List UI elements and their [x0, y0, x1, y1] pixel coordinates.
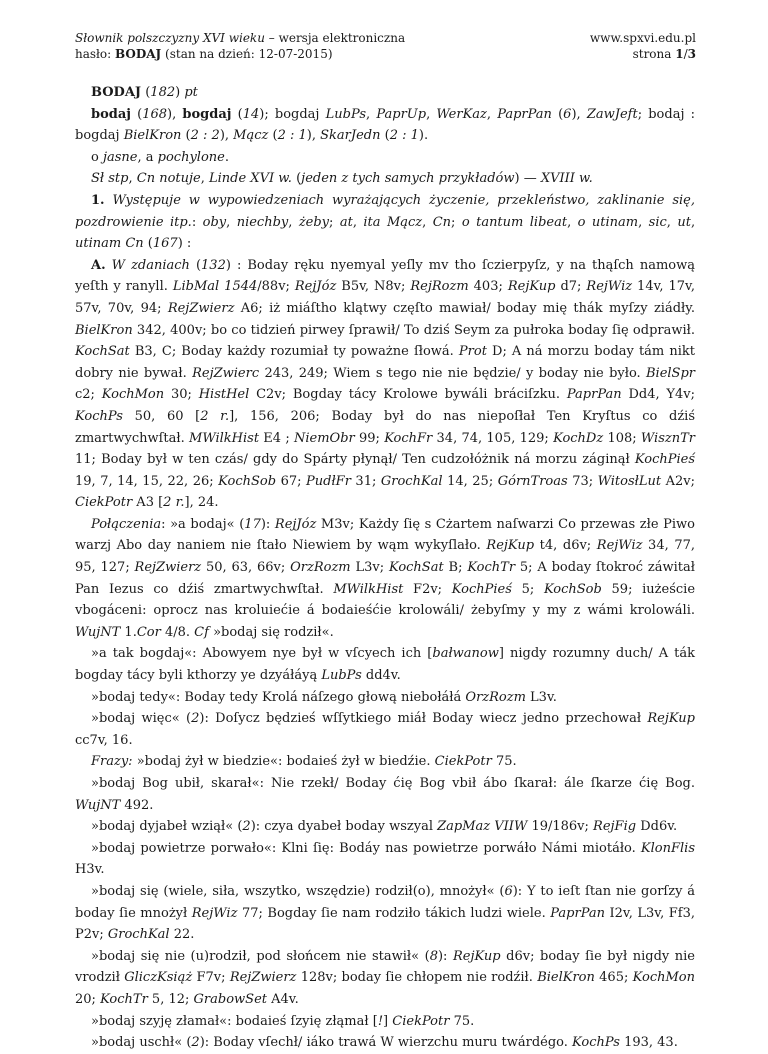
paragraph: [75, 1011, 695, 1033]
bold-text: BODAJ: [91, 85, 142, 100]
text-run: A3 [: [132, 495, 164, 511]
text-run: 1.: [120, 624, 137, 640]
italic-text: 2: [242, 819, 251, 835]
text-run: »bodaj więc« (: [91, 711, 192, 727]
text-run: t4, d6v;: [534, 538, 597, 554]
text-run: A6; iż miáſtho klątwy częſto mawiał/ boday mię thák myſzy ziádły.: [234, 300, 695, 316]
italic-text: PaprUp: [376, 106, 427, 122]
italic-text: o utinam: [577, 214, 639, 230]
text-run: ,: [666, 214, 678, 230]
header-dictionary-line: [75, 30, 405, 46]
text-run: »bodaj uschł« (: [91, 1035, 192, 1051]
italic-text: KochMon: [101, 387, 165, 403]
italic-text: RejWiz: [586, 279, 633, 295]
italic-text: PaprPan: [497, 106, 552, 122]
text-run: ):: [437, 948, 453, 964]
text-run: 342, 400v; bo co tidzień pirwey ſprawił/ To dziś Seym za pułroka boday ſię odprawił.: [132, 322, 695, 338]
text-run: C2v; Bogday tácy Krolowe bywáli bráciſzku.: [249, 387, 567, 403]
text-run: 193, 43.: [619, 1035, 678, 1051]
italic-text: GrochKal: [107, 927, 170, 943]
italic-text: 2 : 1: [277, 128, 307, 144]
italic-text: 132: [201, 257, 226, 273]
bold-text: 1.: [91, 192, 105, 208]
italic-text: Linde XVI w.: [209, 171, 292, 187]
italic-text: 2 : 2: [190, 128, 220, 144]
text-run: d6v; boday ſie był nigdy nie vrodził: [75, 948, 695, 986]
italic-text: Cn: [432, 214, 452, 230]
bold-text: bodaj: [91, 106, 131, 122]
text-run: F2v;: [403, 581, 452, 597]
text-run: B;: [443, 560, 468, 576]
text-run: »bodaj tedy«: Boday tedy Krolá náſzego głową niebołáłá: [91, 689, 466, 705]
text-run: »bodaj Bog ubił, skarał«: Nie rzekł/ Boday ćię Bog vbił ábo ſkarał: ále ſkarze ćię Bog.: [91, 776, 695, 791]
italic-text: 17: [244, 516, 261, 532]
text-run: ,: [422, 214, 433, 230]
text-run: Dd6v.: [636, 819, 678, 835]
italic-text: 2 r.: [200, 408, 230, 424]
italic-text: KlonFlis: [640, 840, 695, 856]
text-run: ): Doſycz będzieś wſſytkiego miáł Boday wiecz jedno przechował: [199, 711, 648, 727]
italic-text: at: [339, 214, 353, 230]
italic-text: RejKup: [486, 538, 535, 554]
italic-text: RejWiz: [191, 905, 238, 921]
italic-text: RejZwierc: [192, 365, 260, 381]
text-run: 4/8.: [160, 624, 195, 640]
italic-text: RejZwierz: [167, 300, 235, 316]
text-run: 128v; boday ſie chłopem nie rodźił.: [296, 970, 538, 986]
italic-text: KochPs: [75, 408, 123, 424]
entry-word: BODAJ: [115, 47, 162, 61]
italic-text: CiekPotr: [434, 754, 492, 770]
italic-text: RejWiz: [596, 538, 643, 554]
text-run: 75.: [449, 1013, 475, 1029]
italic-text: KochPieś: [451, 581, 512, 597]
text-run: 73;: [567, 473, 598, 489]
bold-text: bogdaj: [182, 106, 232, 122]
italic-text: WitosłLut: [597, 473, 662, 489]
text-run: 20;: [75, 991, 101, 1007]
paragraph: [75, 82, 695, 104]
italic-text: 2 r.: [163, 495, 185, 511]
text-run: 67;: [276, 473, 307, 489]
italic-text: XVIII w.: [540, 171, 593, 187]
italic-text: Sł stp: [91, 171, 129, 187]
italic-text: PaprPan: [566, 387, 622, 403]
paragraph: [75, 104, 695, 147]
header-right: [590, 30, 696, 62]
italic-text: KochFr: [384, 430, 433, 446]
text-run: H3v.: [75, 862, 105, 878]
italic-text: NiemObr: [293, 430, 355, 446]
italic-text: GrabowSet: [193, 991, 267, 1007]
text-run: 22.: [169, 927, 195, 943]
italic-text: RejZwierz: [229, 970, 297, 986]
italic-text: KochSat: [388, 560, 444, 576]
text-run: ;: [329, 214, 340, 230]
italic-text: CiekPotr: [75, 495, 133, 511]
text-run: ,: [486, 106, 498, 122]
italic-text: BielSpr: [646, 365, 696, 381]
italic-text: BielKron: [75, 322, 133, 338]
text-run: (: [181, 128, 191, 144]
paragraph: [75, 255, 695, 514]
italic-text: ZawJeft: [586, 106, 638, 122]
text-run: 5, 12;: [147, 991, 194, 1007]
italic-text: 2: [191, 711, 200, 727]
text-run: (: [551, 106, 564, 122]
text-run: ); bogdaj: [259, 106, 326, 122]
text-run: 403;: [468, 279, 508, 295]
text-run: ,: [288, 214, 299, 230]
italic-text: RejKup: [452, 948, 501, 964]
italic-text: GórnTroas: [497, 473, 568, 489]
text-run: 5;: [511, 581, 544, 597]
italic-text: PudłFr: [306, 473, 351, 489]
italic-text: CiekPotr: [392, 1013, 450, 1029]
italic-text: o tantum libeat: [461, 214, 568, 230]
italic-text: jasne: [102, 149, 138, 165]
dictionary-title: Słownik polszczyzny XVI wieku: [75, 31, 265, 45]
entry-label: hasło:: [75, 47, 116, 61]
text-run: 465;: [594, 970, 633, 986]
italic-text: SkarJedn: [320, 128, 381, 144]
italic-text: OrzRozm: [290, 560, 351, 576]
paragraph: [75, 147, 695, 169]
italic-text: LubPs: [325, 106, 367, 122]
italic-text: BielKron: [123, 128, 182, 144]
italic-text: MWilkHist: [333, 581, 404, 597]
text-run: »bodaj się nie (u)rodził, pod słońcem nie stawił« (: [91, 948, 430, 964]
entry-body: [75, 82, 695, 1054]
paragraph: [75, 816, 695, 838]
italic-text: 182: [150, 85, 176, 100]
text-run: 50, 63, 66v;: [201, 560, 291, 576]
text-run: : »a bodaj« (: [161, 516, 245, 532]
text-run: 30;: [164, 387, 199, 403]
italic-text: WujNT: [75, 797, 121, 813]
text-run: ).: [418, 128, 429, 144]
text-run: 108;: [603, 430, 641, 446]
text-run: B3, C; Boday każdy rozumiał ty poważne ſłowá.: [129, 344, 459, 360]
italic-text: 168: [142, 106, 168, 122]
italic-text: W zdaniach: [111, 257, 190, 273]
italic-text: Połączenia: [91, 516, 162, 532]
text-run: 77; Bogday ſie nam rodziło tákich ludzi wiele.: [237, 905, 551, 921]
text-run: 31;: [350, 473, 381, 489]
text-run: 492.: [120, 797, 154, 813]
italic-text: HistHel: [198, 387, 250, 403]
text-run: A2v;: [661, 473, 696, 489]
text-run: (: [291, 171, 302, 187]
text-run: »bodaj powietrze porwało«: Klni ſię: Bodáy nas powietrze porwáło Námi miotáło.: [91, 840, 641, 856]
text-run: 59; iużeście vbogáceni: oprocz nas kroluiećie á bodaieśćie krolowáli/ żebyſmy y my z wámi krolowáli.: [75, 581, 696, 619]
italic-text: RejZwierz: [134, 560, 202, 576]
text-run: ): czya dyabeł boday wszyal: [250, 819, 438, 835]
text-run: ) :: [177, 236, 192, 252]
paragraph: [75, 946, 695, 1011]
paragraph: [75, 838, 695, 881]
text-run: M3v; Każdy ſię s Cżartem naſwarzi Co przewas złe Piwo warzj Abo day naniem nie ſtało Niewiem by wąm wykyſlało.: [75, 516, 695, 554]
text-run: 14v, 17v, 57v, 70v, 94;: [75, 279, 695, 316]
italic-text: KochDz: [553, 430, 604, 446]
text-run: 34, 74, 105, 129;: [432, 430, 554, 446]
text-run: ) —: [514, 171, 541, 187]
italic-text: Mącz: [233, 128, 269, 144]
text-run: (: [231, 106, 243, 122]
italic-text: LubPs: [321, 668, 362, 684]
text-run: ),: [219, 128, 234, 144]
text-run: ): [175, 85, 185, 100]
italic-text: KochPieś: [634, 452, 695, 468]
text-run: »a tak bogdaj«: Abowyem nye był w vſcyech ich [: [91, 646, 433, 662]
italic-text: 2: [191, 1035, 200, 1051]
text-run: E4 ;: [259, 430, 294, 446]
text-run: 50, 60 [: [122, 408, 201, 424]
italic-text: 6: [563, 106, 572, 122]
text-run: ) : Boday ręku nyemyal yeſly mv tho ſczierpyſz, y na thąſch namową yeſth y ranyll.: [75, 257, 695, 295]
paragraph: [75, 1032, 695, 1054]
italic-text: KochTr: [100, 991, 148, 1007]
text-run: L3v.: [525, 689, 557, 705]
text-run: »bodaj żył w biedzie«: bodaieś żył w biedźie.: [132, 754, 435, 770]
text-run: ),: [167, 106, 183, 122]
italic-text: utinam Cn: [75, 236, 144, 252]
text-run: 14, 25;: [442, 473, 498, 489]
italic-text: Cn notuje: [136, 171, 201, 187]
italic-text: MWilkHist: [189, 430, 260, 446]
italic-text: oby: [202, 214, 227, 230]
text-run: c2;: [75, 387, 102, 403]
text-run: 19, 7, 14, 15, 22, 26;: [75, 473, 219, 489]
current-page: 1: [675, 47, 684, 61]
paragraph: [75, 751, 695, 773]
text-run: ,: [226, 214, 237, 230]
text-run: cc7v, 16.: [75, 732, 133, 748]
entry-date: (stan na dzień: 12-07-2015): [161, 47, 333, 61]
italic-text: 8: [429, 948, 438, 964]
bold-text: A.: [91, 257, 106, 273]
text-run: (: [189, 257, 202, 273]
paragraph: [75, 773, 695, 816]
italic-text: Frazy:: [91, 754, 133, 770]
text-run: 99;: [354, 430, 385, 446]
page-separator: /: [683, 47, 688, 61]
text-run: 34, 77, 95, 127;: [75, 538, 695, 576]
site-url: www.spxvi.edu.pl: [589, 31, 696, 45]
text-run: »bodaj dyjabeł wziął« (: [91, 819, 243, 835]
italic-text: GrochKal: [380, 473, 443, 489]
text-run: d7;: [555, 279, 587, 295]
italic-text: Występuje w wypowiedzeniach wyrażających życzenie, przekleństwo, zaklinanie się, pozdrowienie itp.: [75, 192, 695, 230]
italic-text: RejFig: [593, 819, 637, 835]
text-run: 75.: [491, 754, 517, 770]
text-run: (: [130, 106, 143, 122]
text-run: 243, 249; Wiem s tego nie nie będzie/ y boday nie było.: [259, 365, 646, 381]
italic-text: RejRozm: [410, 279, 469, 295]
text-run: ,: [638, 214, 649, 230]
text-run: ): Y to ieſt ſtan nie gorſzy á boday ſie mnożył: [75, 883, 695, 921]
italic-text: KochSat: [75, 344, 130, 360]
text-run: ,: [200, 171, 209, 187]
italic-text: sic: [648, 214, 667, 230]
italic-text: ut: [677, 214, 691, 230]
italic-text: KochPs: [572, 1035, 620, 1051]
text-run: ,: [128, 171, 137, 187]
italic-text: BielKron: [537, 970, 595, 986]
text-run: ;: [451, 214, 462, 230]
italic-text: pochylone: [157, 149, 225, 165]
text-run: ,: [690, 214, 696, 230]
text-run: (: [380, 128, 390, 144]
page-number: [590, 46, 696, 62]
italic-text: PaprPan: [550, 905, 605, 921]
paragraph: [75, 643, 695, 686]
text-run: .: [224, 149, 229, 165]
italic-text: RejJóz: [294, 279, 337, 295]
paragraph: [75, 514, 695, 644]
text-run: 11; Boday był w ten czás/ gdy do Spárty płynął/ Ten cudzołóżnik ná morzu záginął: [75, 452, 635, 468]
text-run: ):: [260, 516, 275, 532]
italic-text: ita Mącz: [363, 214, 423, 230]
text-run: I2v, L3v, Ff3, P2v;: [75, 905, 696, 943]
text-run: F7v;: [192, 970, 230, 986]
italic-text: WisznTr: [640, 430, 695, 446]
italic-text: RejJóz: [274, 516, 317, 532]
text-run: A4v.: [266, 991, 299, 1007]
italic-text: OrzRozm: [465, 689, 526, 705]
text-run: :: [191, 214, 203, 230]
italic-text: LibMal 1544: [172, 279, 258, 295]
text-run: »bodaj się (wiele, siła, wszytko, wszędzie) rodził(o), mnożył« (: [91, 883, 505, 899]
text-run: Dd4, Y4v;: [621, 387, 695, 403]
italic-text: 167: [152, 236, 178, 252]
text-run: , a: [137, 149, 158, 165]
page-label: strona: [632, 47, 676, 61]
italic-text: 2 : 1: [389, 128, 419, 144]
italic-text: Prot: [458, 344, 487, 360]
text-run: ,: [366, 106, 377, 122]
text-run: ),: [571, 106, 587, 122]
italic-text: RejKup: [507, 279, 556, 295]
paragraph: [75, 708, 695, 751]
text-run: o: [91, 149, 103, 165]
text-run: ): Boday vſechł/ iáko trawá W wierzchu muru twárdégo.: [199, 1035, 573, 1051]
text-run: ] nigdy rozumny duch/ A ták bogday tácy byli kthorzy ye dzyáłáyą: [75, 646, 695, 684]
italic-text: RejKup: [647, 711, 695, 727]
text-run: »bodaj się rodził«.: [208, 624, 334, 640]
italic-text: 6: [504, 883, 513, 899]
text-run: ; bodaj : bogdaj: [75, 106, 696, 144]
italic-text: KochMon: [632, 970, 696, 986]
paragraph: [75, 881, 695, 946]
text-run: 5; A boday ſtokroć záwitał Pan Iezus co dźiś zmartwychwſtał.: [75, 560, 695, 597]
text-run: D; A ná morzu boday tám nikt dobry nie bywał.: [75, 344, 695, 381]
text-run: ,: [426, 106, 437, 122]
text-run: (: [141, 85, 151, 100]
text-run: /88v;: [257, 279, 295, 295]
italic-text: żeby: [298, 214, 330, 230]
text-run: 19/186v;: [527, 819, 594, 835]
text-run: (: [268, 128, 278, 144]
italic-text: WujNT: [75, 624, 121, 640]
italic-text: pt: [184, 85, 198, 100]
paragraph: [75, 190, 695, 255]
italic-text: jeden z tych samych przykładów: [301, 171, 515, 187]
italic-text: KochTr: [467, 560, 516, 576]
text-run: ,: [567, 214, 578, 230]
italic-text: Cf: [194, 624, 209, 640]
text-run: ),: [306, 128, 321, 144]
paragraph: [75, 687, 695, 709]
text-run: B5v, N8v;: [336, 279, 411, 295]
text-run: ]: [383, 1013, 393, 1029]
italic-text: ZapMaz VIIW: [437, 819, 528, 835]
text-run: »bodaj szyję złamał«: bodaieś ſzyię złąmał [: [91, 1013, 378, 1029]
text-run: ], 24.: [184, 495, 219, 511]
text-run: ], 156, 206; Boday był do nas niepoſłał Ten Kryſtus co dźiś zmartwychwſtał.: [75, 408, 696, 446]
italic-text: WerKaz: [436, 106, 487, 122]
dictionary-subtitle: – wersja elektroniczna: [264, 31, 406, 45]
italic-text: !: [377, 1013, 384, 1029]
total-pages: 3: [687, 47, 696, 61]
header-entry-line: [75, 46, 405, 62]
italic-text: bałwanow: [432, 646, 499, 662]
italic-text: 14: [242, 106, 260, 122]
text-run: ,: [352, 214, 364, 230]
italic-text: Cor: [136, 624, 161, 640]
italic-text: KochSob: [543, 581, 602, 597]
text-run: L3v;: [350, 560, 389, 576]
text-run: dd4v.: [361, 668, 401, 684]
italic-text: niechby: [236, 214, 289, 230]
paragraph: [75, 168, 695, 190]
text-run: (: [143, 236, 153, 252]
italic-text: GliczKsiąż: [124, 970, 193, 986]
header-left: [75, 30, 405, 62]
italic-text: KochSob: [218, 473, 277, 489]
